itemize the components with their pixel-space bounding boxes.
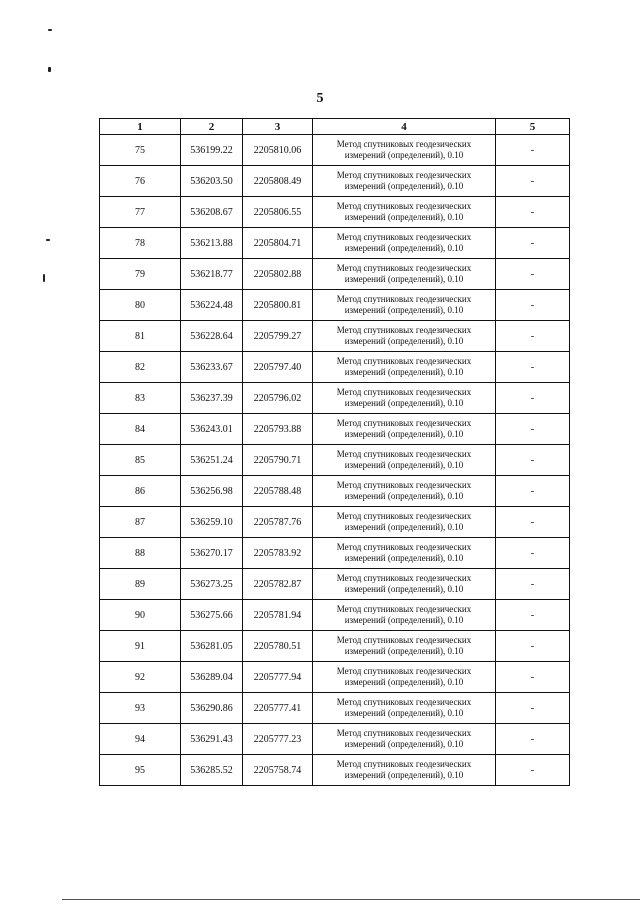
method-cell <box>313 321 496 352</box>
method-text-line: измерений (определений), 0.10 <box>344 243 464 253</box>
description-cell: - <box>496 538 570 569</box>
point-number-cell: 91 <box>100 631 181 662</box>
x-coordinate-cell: 536199.22 <box>181 135 243 166</box>
x-coordinate-cell: 536208.67 <box>181 197 243 228</box>
y-coordinate-cell: 2205781.94 <box>243 600 313 631</box>
table-row <box>100 290 570 321</box>
method-text-line: Метод спутниковых геодезических <box>336 697 472 707</box>
table-body <box>100 135 570 786</box>
x-coordinate-cell: 536273.25 <box>181 569 243 600</box>
y-coordinate-cell: 2205810.06 <box>243 135 313 166</box>
method-cell <box>313 166 496 197</box>
point-number-cell: 80 <box>100 290 181 321</box>
point-number-cell: 78 <box>100 228 181 259</box>
method-cell <box>313 476 496 507</box>
point-number-cell: 81 <box>100 321 181 352</box>
y-coordinate-cell: 2205797.40 <box>243 352 313 383</box>
description-cell: - <box>496 383 570 414</box>
table-row <box>100 352 570 383</box>
x-coordinate-cell: 536213.88 <box>181 228 243 259</box>
method-cell <box>313 755 496 786</box>
method-text-line: Метод спутниковых геодезических <box>336 511 472 521</box>
method-cell <box>313 135 496 166</box>
page-number: 5 <box>316 91 324 106</box>
method-cell <box>313 538 496 569</box>
method-text-line: измерений (определений), 0.10 <box>344 150 464 160</box>
method-text-line: Метод спутниковых геодезических <box>336 139 472 149</box>
y-coordinate-cell: 2205799.27 <box>243 321 313 352</box>
point-number-cell: 75 <box>100 135 181 166</box>
method-text-line: измерений (определений), 0.10 <box>344 615 464 625</box>
method-cell <box>313 414 496 445</box>
scan-speck <box>43 274 45 282</box>
x-coordinate-cell: 536289.04 <box>181 662 243 693</box>
table-row <box>100 600 570 631</box>
x-coordinate-cell: 536203.50 <box>181 166 243 197</box>
x-coordinate-cell: 536228.64 <box>181 321 243 352</box>
y-coordinate-cell: 2205796.02 <box>243 383 313 414</box>
method-text-line: измерений (определений), 0.10 <box>344 181 464 191</box>
method-text-line: измерений (определений), 0.10 <box>344 553 464 563</box>
method-text-line: измерений (определений), 0.10 <box>344 646 464 656</box>
description-cell: - <box>496 445 570 476</box>
point-number-cell: 94 <box>100 724 181 755</box>
scan-speck <box>48 29 52 31</box>
x-coordinate-cell: 536275.66 <box>181 600 243 631</box>
y-coordinate-cell: 2205758.74 <box>243 755 313 786</box>
table-row <box>100 476 570 507</box>
table-row <box>100 259 570 290</box>
point-number-cell: 87 <box>100 507 181 538</box>
table-row <box>100 445 570 476</box>
point-number-cell: 82 <box>100 352 181 383</box>
method-text-line: Метод спутниковых геодезических <box>336 170 472 180</box>
table-row <box>100 321 570 352</box>
point-number-cell: 92 <box>100 662 181 693</box>
y-coordinate-cell: 2205783.92 <box>243 538 313 569</box>
column-header: 2 <box>181 119 243 135</box>
point-number-cell: 85 <box>100 445 181 476</box>
method-cell <box>313 507 496 538</box>
description-cell: - <box>496 476 570 507</box>
y-coordinate-cell: 2205777.23 <box>243 724 313 755</box>
method-text-line: измерений (определений), 0.10 <box>344 305 464 315</box>
method-text-line: Метод спутниковых геодезических <box>336 356 472 366</box>
x-coordinate-cell: 536256.98 <box>181 476 243 507</box>
table-row <box>100 414 570 445</box>
point-number-cell: 79 <box>100 259 181 290</box>
table-row <box>100 135 570 166</box>
point-number-cell: 95 <box>100 755 181 786</box>
x-coordinate-cell: 536290.86 <box>181 693 243 724</box>
method-text-line: Метод спутниковых геодезических <box>336 666 472 676</box>
point-number-cell: 88 <box>100 538 181 569</box>
method-text-line: измерений (определений), 0.10 <box>344 367 464 377</box>
method-cell <box>313 259 496 290</box>
method-text-line: Метод спутниковых геодезических <box>336 325 472 335</box>
method-text-line: измерений (определений), 0.10 <box>344 212 464 222</box>
method-text-line: измерений (определений), 0.10 <box>344 708 464 718</box>
method-text-line: Метод спутниковых геодезических <box>336 728 472 738</box>
method-text-line: измерений (определений), 0.10 <box>344 522 464 532</box>
method-cell <box>313 569 496 600</box>
table-row <box>100 631 570 662</box>
description-cell: - <box>496 569 570 600</box>
x-coordinate-cell: 536243.01 <box>181 414 243 445</box>
table-row <box>100 383 570 414</box>
description-cell: - <box>496 135 570 166</box>
point-number-cell: 89 <box>100 569 181 600</box>
description-cell: - <box>496 693 570 724</box>
method-text-line: измерений (определений), 0.10 <box>344 429 464 439</box>
method-text-line: Метод спутниковых геодезических <box>336 604 472 614</box>
y-coordinate-cell: 2205782.87 <box>243 569 313 600</box>
table-row <box>100 724 570 755</box>
point-number-cell: 77 <box>100 197 181 228</box>
method-text-line: Метод спутниковых геодезических <box>336 635 472 645</box>
x-coordinate-cell: 536251.24 <box>181 445 243 476</box>
table-row <box>100 166 570 197</box>
method-text-line: измерений (определений), 0.10 <box>344 584 464 594</box>
scan-speck <box>46 239 50 241</box>
y-coordinate-cell: 2205800.81 <box>243 290 313 321</box>
method-cell <box>313 693 496 724</box>
table-row <box>100 693 570 724</box>
scan-edge-line <box>62 899 640 900</box>
scan-speck <box>48 67 51 72</box>
point-number-cell: 83 <box>100 383 181 414</box>
table-row <box>100 507 570 538</box>
y-coordinate-cell: 2205780.51 <box>243 631 313 662</box>
description-cell: - <box>496 352 570 383</box>
method-text-line: Метод спутниковых геодезических <box>336 263 472 273</box>
x-coordinate-cell: 536259.10 <box>181 507 243 538</box>
x-coordinate-cell: 536224.48 <box>181 290 243 321</box>
table-row <box>100 538 570 569</box>
table-row <box>100 662 570 693</box>
y-coordinate-cell: 2205804.71 <box>243 228 313 259</box>
table-row <box>100 197 570 228</box>
description-cell: - <box>496 662 570 693</box>
method-text-line: измерений (определений), 0.10 <box>344 770 464 780</box>
method-text-line: измерений (определений), 0.10 <box>344 739 464 749</box>
x-coordinate-cell: 536285.52 <box>181 755 243 786</box>
method-cell <box>313 352 496 383</box>
method-text-line: измерений (определений), 0.10 <box>344 460 464 470</box>
method-cell <box>313 228 496 259</box>
point-number-cell: 93 <box>100 693 181 724</box>
x-coordinate-cell: 536237.39 <box>181 383 243 414</box>
method-text-line: Метод спутниковых геодезических <box>336 418 472 428</box>
table-row <box>100 755 570 786</box>
y-coordinate-cell: 2205788.48 <box>243 476 313 507</box>
y-coordinate-cell: 2205777.94 <box>243 662 313 693</box>
y-coordinate-cell: 2205808.49 <box>243 166 313 197</box>
method-text-line: измерений (определений), 0.10 <box>344 336 464 346</box>
method-text-line: измерений (определений), 0.10 <box>344 398 464 408</box>
method-text-line: Метод спутниковых геодезических <box>336 542 472 552</box>
method-text-line: Метод спутниковых геодезических <box>336 480 472 490</box>
method-cell <box>313 662 496 693</box>
description-cell: - <box>496 631 570 662</box>
point-number-cell: 86 <box>100 476 181 507</box>
x-coordinate-cell: 536233.67 <box>181 352 243 383</box>
method-text-line: измерений (определений), 0.10 <box>344 491 464 501</box>
method-text-line: Метод спутниковых геодезических <box>336 201 472 211</box>
description-cell: - <box>496 507 570 538</box>
method-text-line: Метод спутниковых геодезических <box>336 759 472 769</box>
method-text-line: Метод спутниковых геодезических <box>336 294 472 304</box>
description-cell: - <box>496 228 570 259</box>
method-cell <box>313 383 496 414</box>
column-header: 5 <box>496 119 570 135</box>
method-cell <box>313 445 496 476</box>
description-cell: - <box>496 259 570 290</box>
x-coordinate-cell: 536281.05 <box>181 631 243 662</box>
description-cell: - <box>496 166 570 197</box>
x-coordinate-cell: 536291.43 <box>181 724 243 755</box>
method-text-line: измерений (определений), 0.10 <box>344 274 464 284</box>
method-text-line: Метод спутниковых геодезических <box>336 573 472 583</box>
description-cell: - <box>496 600 570 631</box>
description-cell: - <box>496 197 570 228</box>
point-number-cell: 84 <box>100 414 181 445</box>
method-text-line: Метод спутниковых геодезических <box>336 449 472 459</box>
point-number-cell: 76 <box>100 166 181 197</box>
method-text-line: Метод спутниковых геодезических <box>336 232 472 242</box>
y-coordinate-cell: 2205787.76 <box>243 507 313 538</box>
y-coordinate-cell: 2205790.71 <box>243 445 313 476</box>
y-coordinate-cell: 2205777.41 <box>243 693 313 724</box>
method-text-line: измерений (определений), 0.10 <box>344 677 464 687</box>
description-cell: - <box>496 755 570 786</box>
x-coordinate-cell: 536218.77 <box>181 259 243 290</box>
column-header: 1 <box>100 119 181 135</box>
table-row <box>100 228 570 259</box>
y-coordinate-cell: 2205793.88 <box>243 414 313 445</box>
method-cell <box>313 290 496 321</box>
method-cell <box>313 724 496 755</box>
x-coordinate-cell: 536270.17 <box>181 538 243 569</box>
y-coordinate-cell: 2205802.88 <box>243 259 313 290</box>
point-number-cell: 90 <box>100 600 181 631</box>
column-header: 4 <box>313 119 496 135</box>
description-cell: - <box>496 290 570 321</box>
method-cell <box>313 631 496 662</box>
method-text-line: Метод спутниковых геодезических <box>336 387 472 397</box>
method-cell <box>313 197 496 228</box>
description-cell: - <box>496 724 570 755</box>
description-cell: - <box>496 321 570 352</box>
y-coordinate-cell: 2205806.55 <box>243 197 313 228</box>
table-header-row <box>100 119 570 135</box>
coordinates-table <box>99 118 570 786</box>
description-cell: - <box>496 414 570 445</box>
column-header: 3 <box>243 119 313 135</box>
table-row <box>100 569 570 600</box>
method-cell <box>313 600 496 631</box>
